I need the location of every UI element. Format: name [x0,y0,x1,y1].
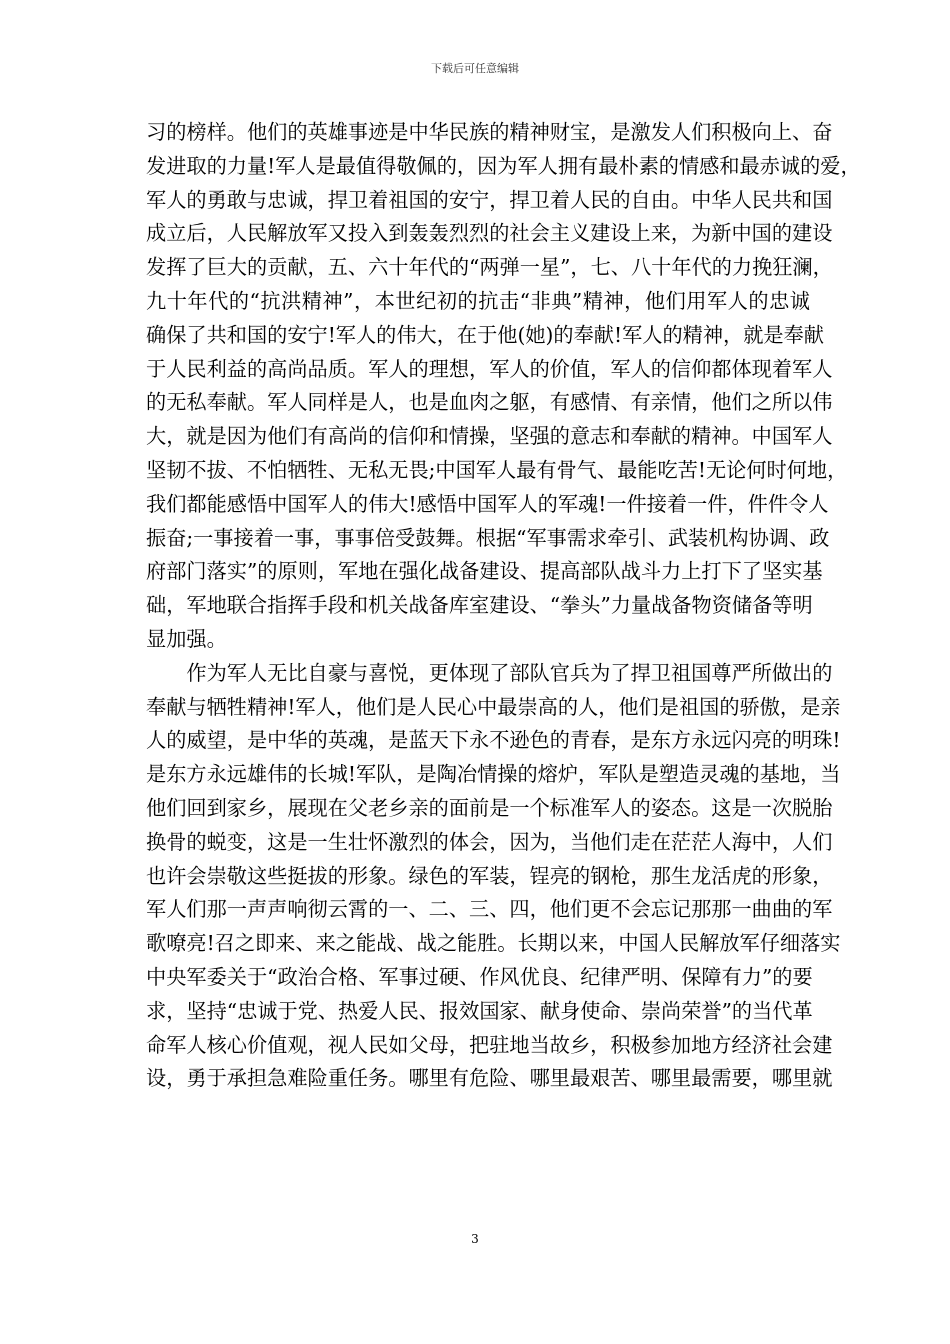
text-line: 他们回到家乡，展现在父老乡亲的面前是一个标准军人的姿态。这是一次脱胎 [146,795,833,820]
text-line: 的无私奉献。军人同样是人，也是血肉之躯，有感情、有亲情，他们之所以伟 [146,390,833,415]
text-line: 作为军人无比自豪与喜悦，更体现了部队官兵为了捍卫祖国尊严所做出的 [146,660,833,685]
text-line: 显加强。 [146,626,227,651]
text-line: 军人的勇敢与忠诚，捍卫着祖国的安宁，捍卫着人民的自由。中华人民共和国 [146,187,833,212]
text-line: 命军人核心价值观，视人民如父母，把驻地当故乡，积极参加地方经济社会建 [146,1032,833,1057]
text-line: 人的威望，是中华的英魂，是蓝天下永不逊色的青春，是东方永远闪亮的明珠! [146,728,841,753]
text-line: 是东方永远雄伟的长城!军队，是陶冶情操的熔炉，军队是塑造灵魂的基地，当 [146,762,841,787]
text-line: 九十年代的“抗洪精神”，本世纪初的抗击“非典”精神，他们用军人的忠诚 [146,288,810,313]
text-line: 发进取的力量!军人是最值得敬佩的，因为军人拥有最朴素的情感和最赤诚的爱， [146,153,861,178]
text-line: 中央军委关于“政治合格、军事过硬、作风优良、纪律严明、保障有力”的要 [146,964,813,989]
text-line: 设，勇于承担急难险重任务。哪里有危险、哪里最艰苦、哪里最需要，哪里就 [146,1066,833,1091]
text-line: 发挥了巨大的贡献，五、六十年代的“两弹一星”，七、八十年代的力挽狂澜， [146,255,833,280]
text-line: 习的榜样。他们的英雄事迹是中华民族的精神财宝，是激发人们积极向上、奋 [146,120,833,144]
text-line: 军人们那一声声响彻云霄的一、二、三、四，他们更不会忘记那那一曲曲的军 [146,897,833,922]
text-line: 坚韧不拔、不怕牺牲、无私无畏;中国军人最有骨气、最能吃苦!无论何时何地， [146,457,848,482]
paragraph-1 [146,116,861,657]
paragraph-2 [146,657,841,1096]
text-line: 础，军地联合指挥手段和机关战备库室建设、“拳头”力量战备物资储备等明 [146,593,813,618]
text-line: 振奋;一事接着一事，事事倍受鼓舞。根据“军事需求牵引、武装机构协调、政 [146,525,830,550]
text-line: 于人民利益的高尚品质。军人的理想，军人的价值，军人的信仰都体现着军人 [146,356,833,381]
text-line: 求，坚持“忠诚于党、热爱人民、报效国家、献身使命、崇尚荣誉”的当代革 [146,998,813,1023]
text-line: 府部门落实”的原则，军地在强化战备建设、提高部队战斗力上打下了坚实基 [146,559,823,584]
text-line: 大，就是因为他们有高尚的信仰和情操，坚强的意志和奉献的精神。中国军人 [146,424,833,449]
page-number: 3 [471,1232,479,1246]
text-line: 也许会崇敬这些挺拔的形象。绿色的军装，锃亮的钢枪，那生龙活虎的形象， [146,863,833,888]
page-header: 下载后可任意编辑 [431,62,519,75]
text-line: 我们都能感悟中国军人的伟大!感悟中国军人的军魂!一件接着一件，件件令人 [146,491,829,516]
text-line: 确保了共和国的安宁!军人的伟大，在于他(她)的奉献!军人的精神，就是奉献 [146,322,824,347]
text-line: 歌嘹亮!召之即来、来之能战、战之能胜。长期以来，中国人民解放军仔细落实 [146,931,841,956]
text-line: 成立后，人民解放军又投入到轰轰烈烈的社会主义建设上来，为新中国的建设 [146,221,833,246]
text-line: 换骨的蜕变，这是一生壮怀激烈的体会，因为，当他们走在茫茫人海中，人们 [146,829,833,854]
document-body [146,116,861,1096]
text-line: 奉献与牺牲精神!军人，他们是人民心中最崇高的人，他们是祖国的骄傲，是亲 [146,694,841,719]
